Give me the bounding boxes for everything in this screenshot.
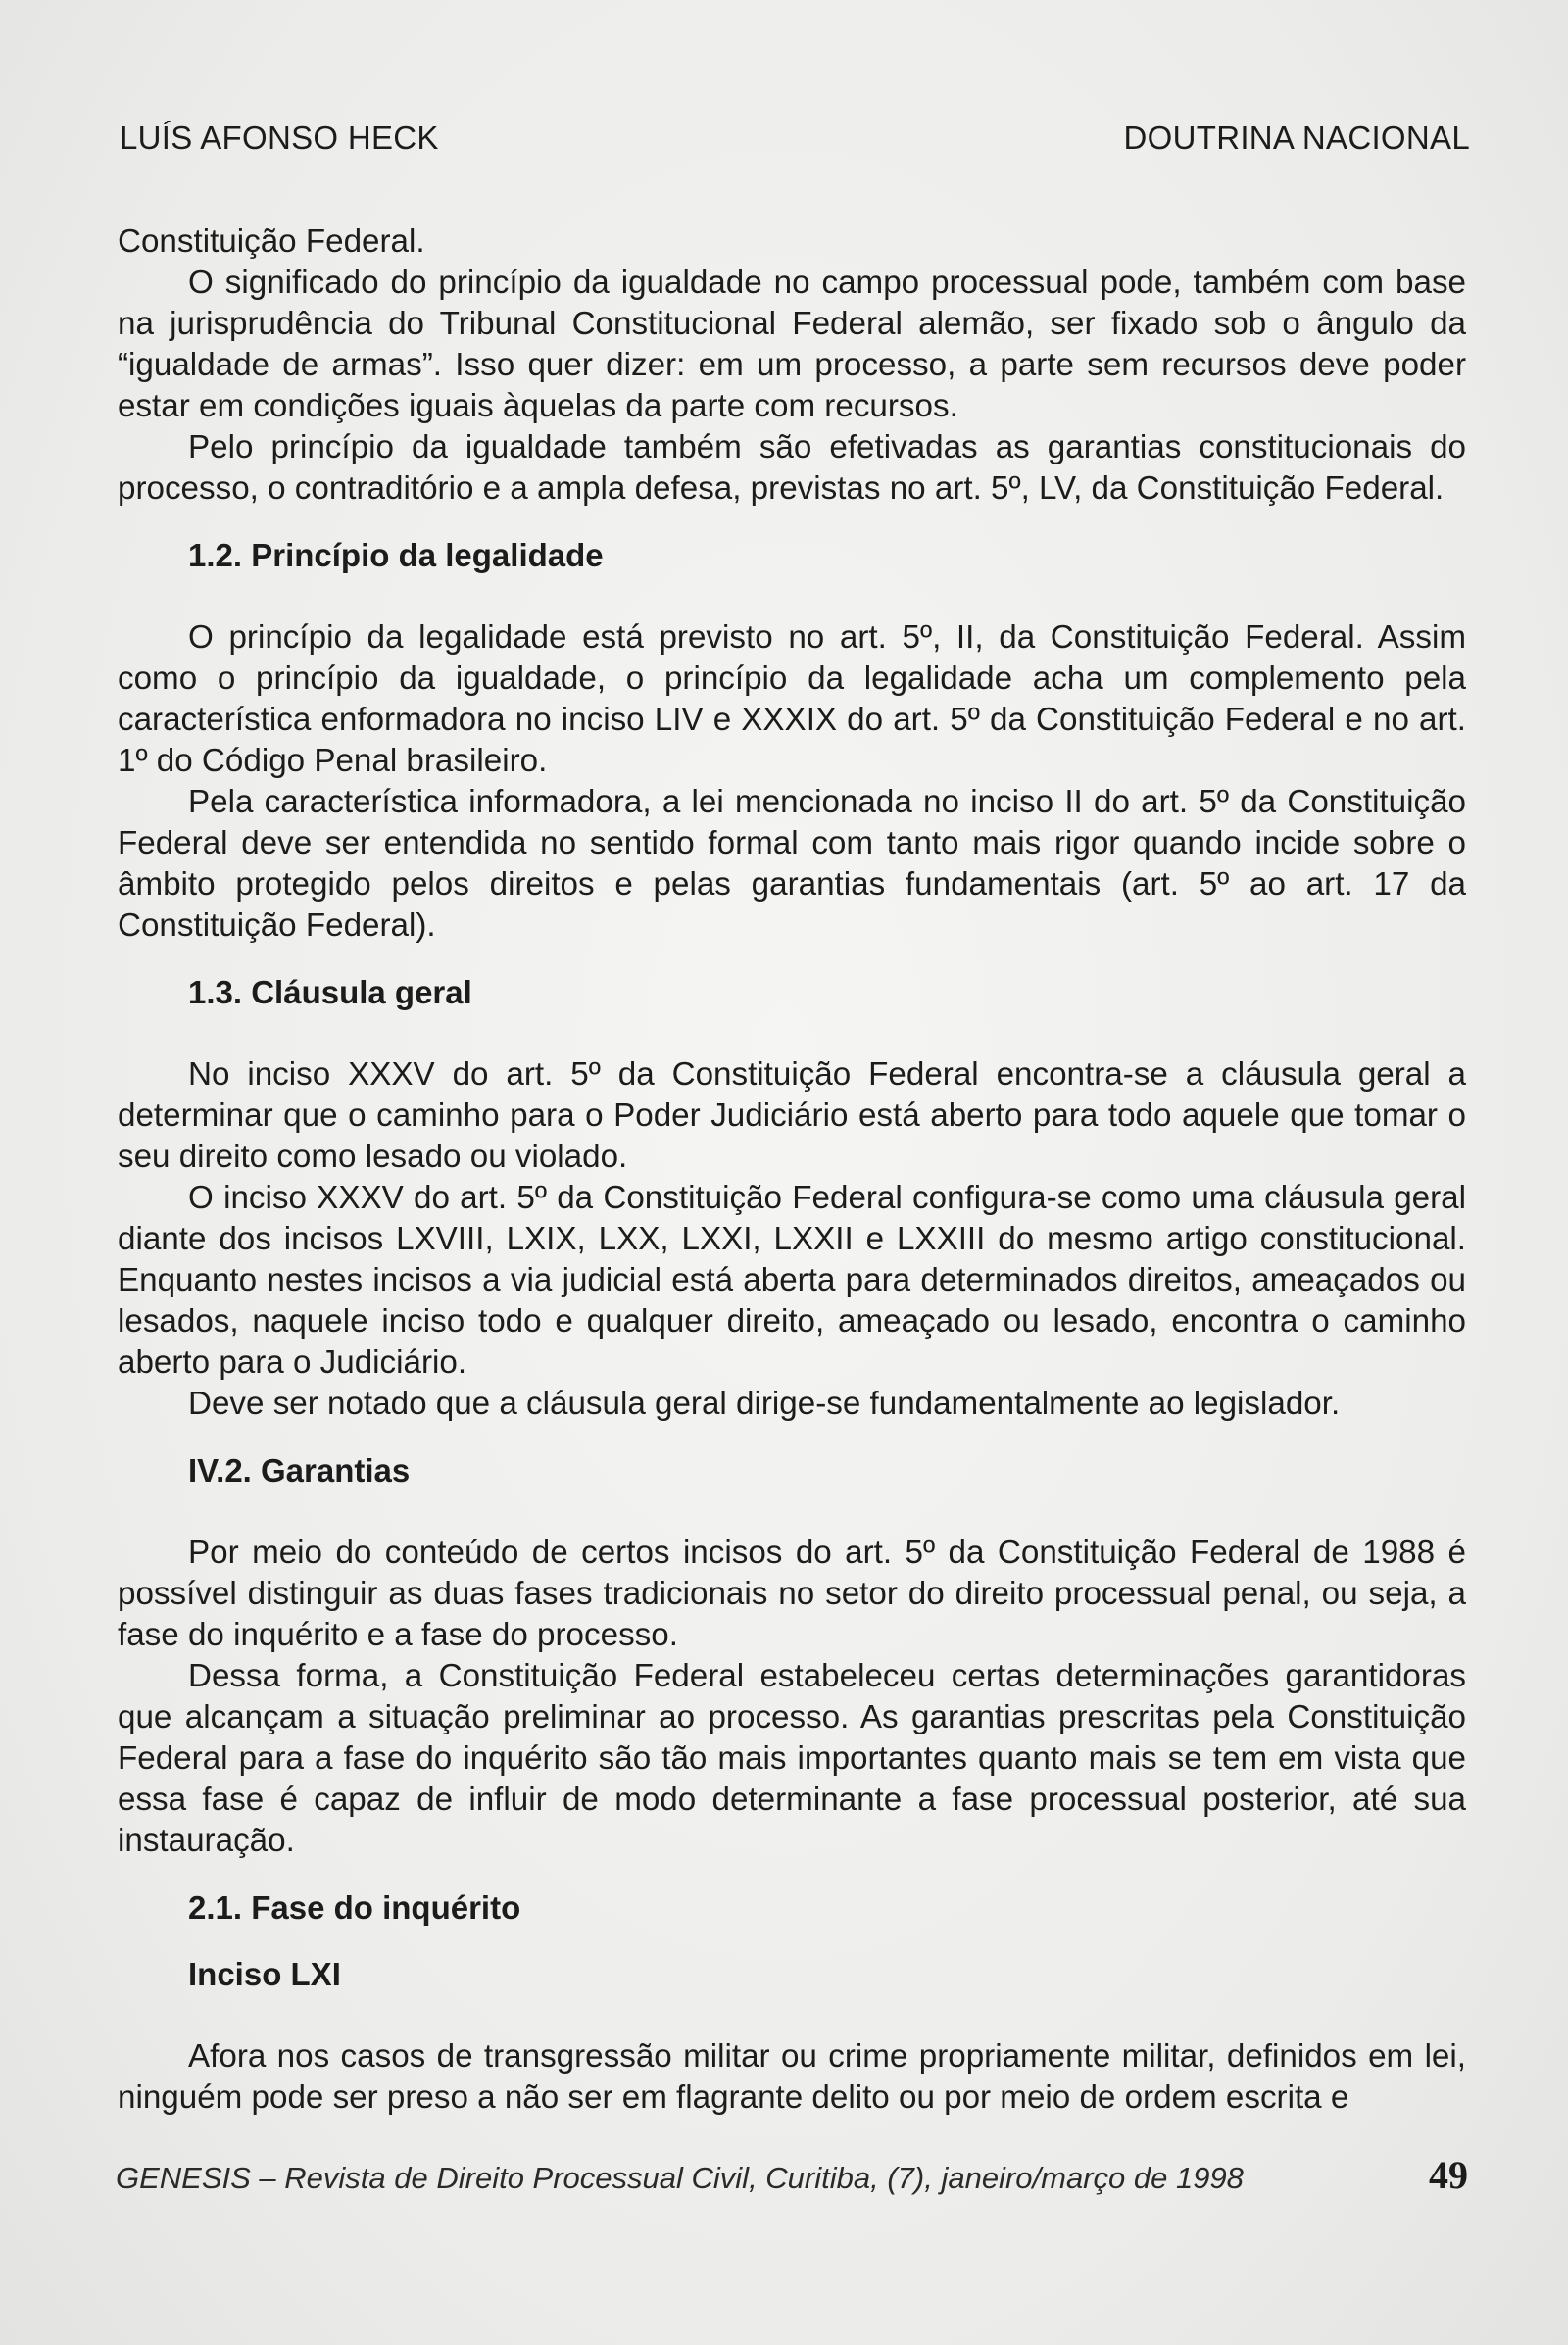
running-header (120, 120, 1470, 157)
article-body (118, 221, 1466, 2119)
journal-citation: GENESIS – Revista de Direito Processual Civil, Curitiba, (7), janeiro/março de 1998 (116, 2161, 1244, 2195)
paragraph: Afora nos casos de transgressão militar ou crime propriamente militar, definidos em lei, ninguém pode ser preso a não ser em flagrante delito ou por meio de ordem escrita e (118, 2038, 1466, 2116)
paragraph: O inciso XXXV do art. 5º da Constituição Federal configura-se como uma cláusula geral diante dos incisos LXVIII, LXIX, LXX, LXXI, LXXII e LXXIII do mesmo artigo constitucional. Enquanto nestes incisos a via judicial está aberta para determinados direitos, ameaçados ou lesados, naquele inciso todo e qualquer direito, ameaçado ou lesado, encontra o caminho aberto para o Judiciário. (118, 1180, 1466, 1381)
subsection-heading: Inciso LXI (188, 1956, 341, 1992)
paragraph: O princípio da legalidade está previsto no art. 5º, II, da Constituição Federal. Assim como o princípio da igualdade, o princípio da legalidade acha um complemento pela característica enformadora no inciso LIV e XXXIX do art. 5º da Constituição Federal e no art. 1º do Código Penal brasileiro. (118, 619, 1466, 779)
paragraph: No inciso XXXV do art. 5º da Constituição Federal encontra-se a cláusula geral a determinar que o caminho para o Poder Judiciário está aberto para todo aquele que tomar o seu direito como lesado ou violado. (118, 1056, 1466, 1175)
paragraph: Por meio do conteúdo de certos incisos do art. 5º da Constituição Federal de 1988 é possível distinguir as duas fases tradicionais no setor do direito processual penal, ou seja, a fase do inquérito e a fase do processo. (118, 1535, 1466, 1653)
page-number: 49 (1429, 2153, 1468, 2197)
header-section: DOUTRINA NACIONAL (1123, 120, 1470, 156)
section-heading: 1.2. Princípio da legalidade (188, 537, 604, 573)
section-heading: 2.1. Fase do inquérito (188, 1889, 521, 1926)
section-heading: 1.3. Cláusula geral (188, 974, 472, 1010)
paragraph: Deve ser notado que a cláusula geral dirige-se fundamentalmente ao legislador. (188, 1386, 1341, 1422)
section-heading: IV.2. Garantias (188, 1452, 411, 1489)
paragraph: Pelo princípio da igualdade também são efetivadas as garantias constitucionais do processo, o contraditório e a ampla defesa, previstas no art. 5º, LV, da Constituição Federal. (118, 429, 1466, 507)
paragraph: O significado do princípio da igualdade no campo processual pode, também com base na jurisprudência do Tribunal Constitucional Federal alemão, ser fixado sob o ângulo da “igualdade de armas”. Isso quer dizer: em um processo, a parte sem recursos deve poder estar em condições iguais àquelas da parte com recursos. (118, 265, 1466, 424)
paragraph: Dessa forma, a Constituição Federal estabeleceu certas determinações garantidoras que alcançam a situação preliminar ao processo. As garantias prescritas pela Constituição Federal para a fase do inquérito são tão mais importantes quanto mais se tem em vista que essa fase é capaz de influir de modo determinante a fase processual posterior, até sua instauração. (118, 1658, 1466, 1859)
page-footer (116, 2152, 1468, 2198)
paragraph: Constituição Federal. (118, 223, 425, 260)
paragraph: Pela característica informadora, a lei mencionada no inciso II do art. 5º da Constituição Federal deve ser entendida no sentido formal com tanto mais rigor quando incide sobre o âmbito protegido pelos direitos e pelas garantias fundamentais (art. 5º ao art. 17 da Constituição Federal). (118, 784, 1466, 944)
header-author: LUÍS AFONSO HECK (120, 120, 439, 156)
